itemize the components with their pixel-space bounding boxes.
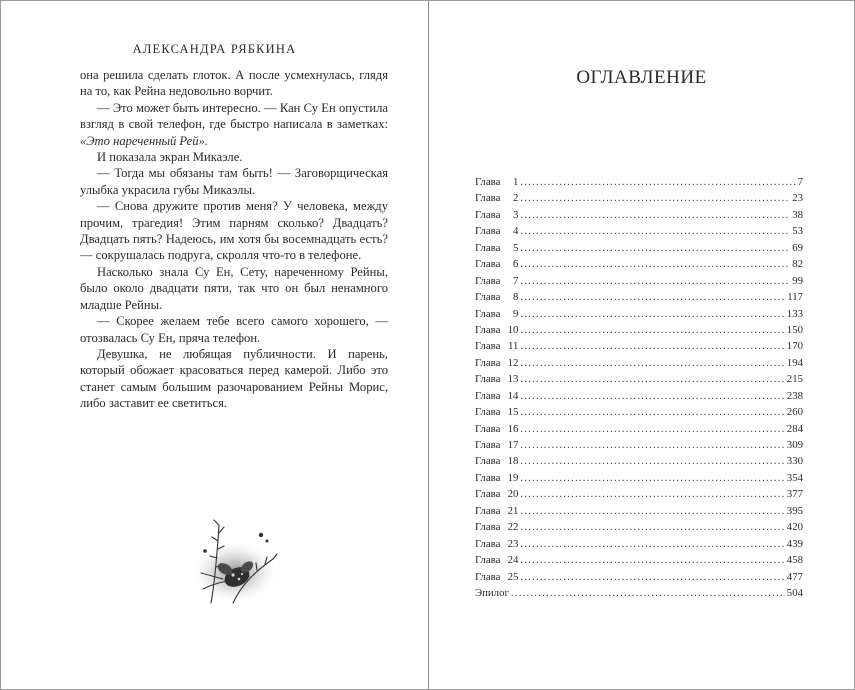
toc-entry[interactable] [475,472,803,488]
toc-entry-page: 439 [786,537,803,550]
toc-entry-page: 133 [786,307,803,320]
toc-entry[interactable] [475,554,803,570]
paragraph: — Тогда мы обязаны там быть! — Заговорщическая улыбка украсила губы Микаэлы. [80,166,388,197]
toc-entry[interactable] [475,390,803,406]
toc-leader-dots [520,258,790,270]
toc-entry-number: 12 [507,356,519,369]
toc-entry-label: Глава [475,488,501,501]
toc-leader-dots [520,357,784,369]
toc-entry-label: Глава [475,208,501,221]
toc-entry-page: 117 [787,291,803,304]
toc-title: ОГЛАВЛЕНИЕ [576,67,707,88]
toc-entry[interactable] [475,571,803,587]
toc-entry-number: 10 [507,323,519,336]
toc-entry[interactable] [475,258,803,274]
toc-leader-dots [520,291,785,303]
toc-entry-label: Глава [475,225,501,238]
toc-entry-page: 420 [786,521,803,534]
toc-entry-page: 504 [786,586,803,599]
toc-entry-page: 82 [792,258,803,271]
toc-entry[interactable] [475,176,803,192]
paragraph-text: — Это может быть интересно. — Кан Су Ен опустила взгляд в свой телефон, где быстро написала в заметках: [80,100,388,132]
toc-entry-page: 23 [792,192,803,205]
toc-entry[interactable] [475,324,803,340]
toc-entry[interactable] [475,209,803,225]
toc-entry-label: Глава [475,554,501,567]
toc-entry-number: 7 [512,274,519,287]
toc-entry-label: Глава [475,258,501,271]
toc-leader-dots [520,521,784,533]
toc-entry-number: 16 [507,422,519,435]
toc-entry[interactable] [475,275,803,291]
left-page [1,1,428,689]
toc-leader-dots [520,554,784,566]
toc-entry-label: Глава [475,340,501,353]
toc-entry-page: 238 [786,389,803,402]
table-of-contents [475,176,803,603]
toc-leader-dots [520,472,784,484]
toc-entry-label: Глава [475,373,501,386]
toc-leader-dots [520,439,784,451]
toc-leader-dots [520,571,784,583]
toc-entry[interactable] [475,242,803,258]
toc-entry[interactable] [475,373,803,389]
toc-entry[interactable] [475,521,803,537]
toc-entry-page: 170 [786,340,803,353]
toc-entry-label: Глава [475,176,501,188]
toc-leader-dots [520,538,784,550]
toc-entry[interactable] [475,291,803,307]
right-page [429,1,854,689]
toc-entry[interactable] [475,192,803,208]
toc-leader-dots [520,340,784,352]
toc-entry-number: 23 [507,537,519,550]
paragraph: — Снова дружите против меня? У человека, между прочим, трагедия! Этим парням сколько? Двадцать? Двадцать пять? Надеюсь, им хотя бы восемнадцать есть? — сокрушалась подруга, скролля что-то в телефоне. [80,199,388,263]
toc-entry-label: Эпилог [475,586,509,599]
toc-entry-label: Глава [475,307,501,320]
toc-entry-label: Глава [475,291,501,304]
toc-entry-page: 194 [786,356,803,369]
toc-entry-label: Глава [475,389,501,402]
toc-entry-number: 4 [512,225,519,238]
toc-entry[interactable] [475,308,803,324]
toc-entry-page: 330 [786,455,803,468]
toc-entry-number: 6 [512,258,519,271]
toc-leader-dots [520,488,784,500]
chapter-text [80,67,388,412]
paragraph [80,100,388,149]
running-head: АЛЕКСАНДРА РЯБКИНА [132,42,297,56]
toc-leader-dots [520,209,790,221]
toc-entry-page: 284 [786,422,803,435]
toc-entry-page: 477 [786,570,803,583]
toc-entry-label: Глава [475,356,501,369]
toc-entry-page: 395 [786,504,803,517]
toc-entry-number: 3 [512,208,519,221]
toc-leader-dots [520,176,795,188]
toc-entry-label: Глава [475,504,501,517]
toc-entry-label: Глава [475,241,501,254]
toc-entry-page: 150 [786,323,803,336]
toc-entry-label: Глава [475,192,501,205]
paragraph: она решила сделать глоток. А после усмехнулась, глядя на то, как Рейна недовольно ворчит. [80,68,388,99]
paragraph: Насколько знала Су Ен, Сету, нареченному Рейны, было около двадцати пяти, так что он был ненамного младше Рейны. [80,264,388,312]
toc-entry-label: Глава [475,455,501,468]
toc-entry-number: 11 [507,340,519,353]
toc-leader-dots [520,455,784,467]
toc-leader-dots [520,505,784,517]
toc-entry[interactable] [475,488,803,504]
toc-leader-dots [511,587,785,599]
toc-entry[interactable] [475,538,803,554]
toc-entry-label: Глава [475,439,501,451]
toc-entry-number: 20 [507,488,519,501]
toc-leader-dots [520,275,790,287]
toc-entry-number: 5 [512,241,519,254]
italic-note: «Это нареченный Рей». [80,133,208,148]
toc-entry-page: 458 [786,554,803,567]
toc-leader-dots [520,373,784,385]
toc-entry-number: 24 [507,554,519,567]
paragraph: — Скорее желаем тебе всего самого хорошего, — отозвалась Су Ен, пряча телефон. [80,314,388,345]
toc-entry-page: 215 [786,373,803,386]
toc-entry-number: 9 [512,307,519,320]
toc-entry-number: 8 [512,291,519,304]
toc-entry[interactable] [475,423,803,439]
toc-entry[interactable] [475,340,803,356]
paragraph: И показала экран Микаэле. [97,150,243,165]
toc-entry[interactable] [475,406,803,422]
toc-entry-number: 15 [507,406,519,419]
toc-entry-page: 99 [792,274,803,287]
toc-entry[interactable] [475,505,803,521]
toc-leader-dots [520,242,790,254]
toc-entry-page: 309 [786,439,803,451]
toc-entry-number: 19 [507,471,519,484]
toc-entry-label: Глава [475,422,501,435]
toc-entry-page: 69 [792,241,803,254]
toc-entry-label: Глава [475,323,501,336]
toc-leader-dots [520,406,784,418]
toc-entry-label: Глава [475,471,501,484]
toc-entry-number: 22 [507,521,519,534]
toc-entry-number: 21 [507,504,519,517]
toc-entry-page: 7 [797,176,803,188]
toc-entry-page: 38 [792,208,803,221]
toc-entry-number: 1 [512,176,519,188]
toc-entry-number: 18 [507,455,519,468]
toc-leader-dots [520,390,784,402]
floral-vignette-icon [181,511,286,611]
toc-entry-page: 377 [786,488,803,501]
toc-leader-dots [520,308,784,320]
paragraph: Девушка, не любящая публичности. И парень, который обожает красоваться перед камерой. Либо это станет самым большим разочарованием Рейны Морис, либо заставит ее светиться. [80,346,388,411]
toc-entry-page: 53 [792,225,803,238]
toc-entry-label: Глава [475,274,501,287]
toc-leader-dots [520,192,790,204]
toc-entry[interactable] [475,439,803,455]
toc-entry-label: Глава [475,521,501,534]
toc-entry[interactable] [475,357,803,373]
toc-entry-label: Глава [475,537,501,550]
toc-leader-dots [520,225,790,237]
toc-entry-number: 2 [512,192,519,205]
toc-leader-dots [520,423,784,435]
toc-entry[interactable] [475,587,803,603]
toc-entry[interactable] [475,455,803,471]
toc-entry-number: 13 [507,373,519,386]
toc-entry-label: Глава [475,406,501,419]
toc-entry-page: 354 [786,471,803,484]
toc-entry-page: 260 [786,406,803,419]
toc-entry-label: Глава [475,570,501,583]
toc-entry[interactable] [475,225,803,241]
toc-entry-number: 25 [507,570,519,583]
toc-entry-number: 14 [507,389,519,402]
toc-leader-dots [520,324,784,336]
toc-entry-number: 17 [507,439,519,451]
